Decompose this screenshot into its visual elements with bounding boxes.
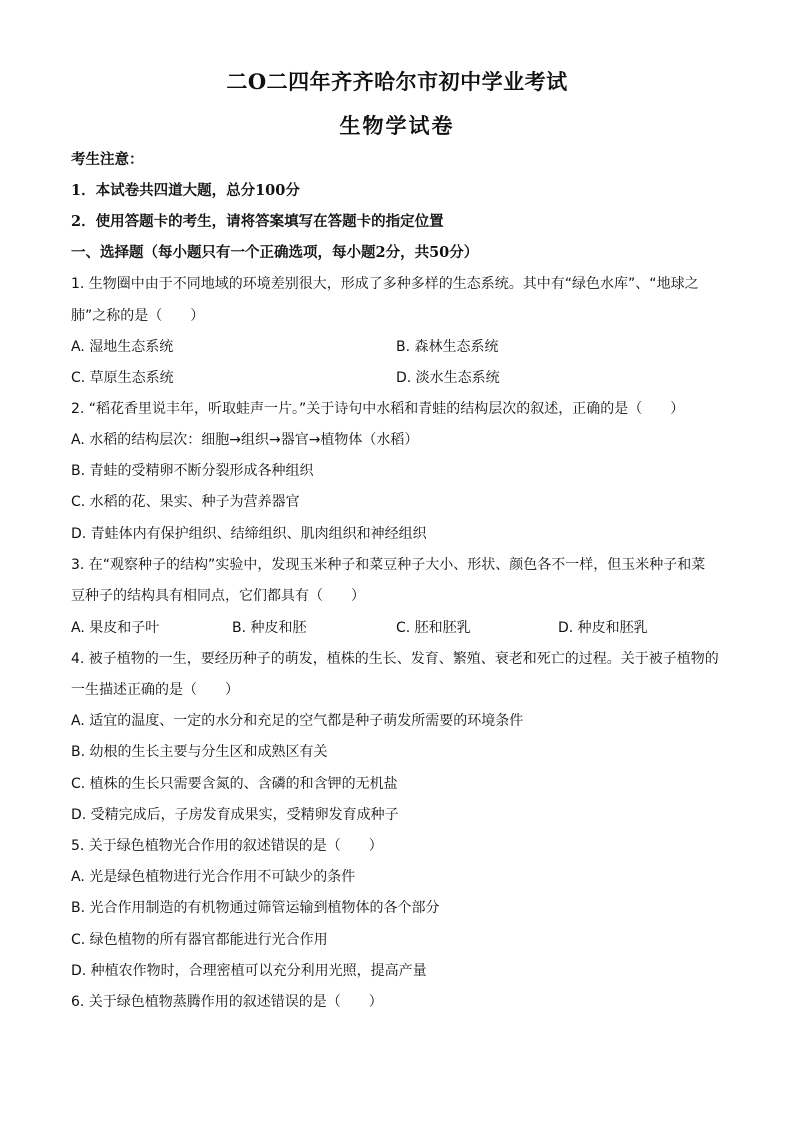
option-b: B. 森林生态系统 [396, 339, 499, 355]
option-a: A. 果皮和子叶 [71, 620, 160, 636]
question-text: 豆种子的结构具有相同点，它们都具有（ ） [71, 588, 365, 604]
exam-subtitle: 生物学试卷 [339, 113, 455, 138]
option-d: D. 青蛙体内有保护组织、结缔组织、肌肉组织和神经组织 [71, 526, 427, 542]
option-a: A. 适宜的温度、一定的水分和充足的空气都是种子萌发所需要的环境条件 [71, 713, 524, 729]
question-text: 3. 在“观察种子的结构”实验中，发现玉米种子和菜豆种子大小、形状、颜色各不一样，但玉米种子和菜 [71, 557, 706, 573]
question-text: 4. 被子植物的一生，要经历种子的萌发，植株的生长、发育、繁殖、衰老和死亡的过程。关于被子植物的 [71, 651, 719, 667]
option-a: A. 水稻的结构层次：细胞→组织→器官→植物体（水稻） [71, 432, 419, 448]
option-b: B. 种皮和胚 [232, 620, 307, 636]
option-c: C. 胚和胚乳 [396, 620, 471, 636]
option-c: C. 植株的生长只需要含氮的、含磷的和含钾的无机盐 [71, 776, 398, 792]
question-text: 一生描述正确的是（ ） [71, 682, 239, 698]
question-text: 肺”之称的是（ ） [71, 308, 205, 324]
question-text: 5. 关于绿色植物光合作用的叙述错误的是（ ） [71, 838, 383, 854]
option-a: A. 湿地生态系统 [71, 339, 174, 355]
question-text: 2. “稻花香里说丰年，听取蛙声一片。”关于诗句中水稻和青蛙的结构层次的叙述，正确的是（ ） [71, 401, 685, 417]
option-b: B. 青蛙的受精卵不断分裂形成各种组织 [71, 463, 314, 479]
section-heading: 一、选择题（每小题只有一个正确选项，每小题2分，共50分） [71, 244, 479, 261]
option-d: D. 种皮和胚乳 [558, 620, 648, 636]
exam-title: 二O二四年齐齐哈尔市初中学业考试 [226, 69, 568, 94]
notice-heading: 考生注意： [71, 151, 144, 168]
question-text: 6. 关于绿色植物蒸腾作用的叙述错误的是（ ） [71, 994, 383, 1010]
notice-item: 1．本试卷共四道大题，总分100分 [71, 182, 300, 199]
option-d: D. 淡水生态系统 [396, 370, 500, 386]
notice-item: 2．使用答题卡的考生，请将答案填写在答题卡的指定位置 [71, 213, 444, 230]
option-c: C. 绿色植物的所有器官都能进行光合作用 [71, 932, 328, 948]
option-a: A. 光是绿色植物进行光合作用不可缺少的条件 [71, 869, 356, 885]
option-b: B. 光合作用制造的有机物通过筛管运输到植物体的各个部分 [71, 900, 440, 916]
option-b: B. 幼根的生长主要与分生区和成熟区有关 [71, 744, 328, 760]
question-text: 1. 生物圈中由于不同地域的环境差别很大，形成了多种多样的生态系统。其中有“绿色水库”、“地球之 [71, 276, 699, 292]
option-c: C. 草原生态系统 [71, 370, 174, 386]
option-d: D. 受精完成后，子房发育成果实，受精卵发育成种子 [71, 807, 399, 823]
option-d: D. 种植农作物时，合理密植可以充分利用光照，提高产量 [71, 963, 427, 979]
option-c: C. 水稻的花、果实、种子为营养器官 [71, 494, 300, 510]
